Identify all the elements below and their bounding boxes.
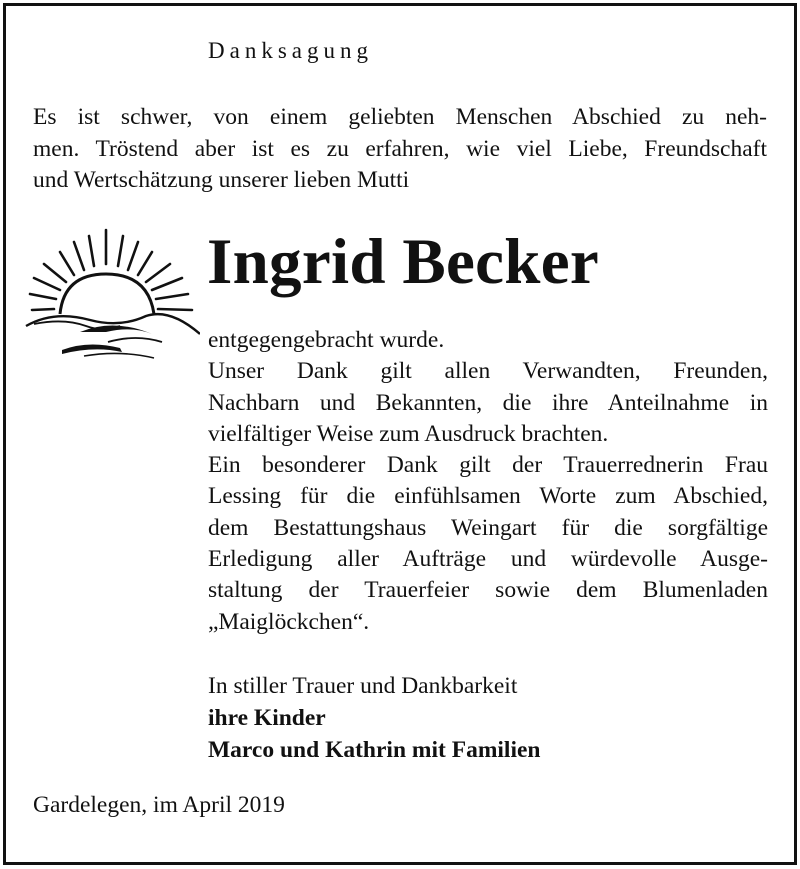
signature-line: ihre Kinder xyxy=(208,705,326,731)
intro-line: Es ist schwer, von einem geliebten Menschen Abschied zu neh- xyxy=(33,104,767,130)
body-line: „Maiglöckchen“. xyxy=(208,608,370,635)
body-paragraph xyxy=(208,325,768,638)
body-line: Lessing für die einfühlsamen Worte zum Abschied, xyxy=(208,483,768,510)
body-line: entgegengebracht wurde. xyxy=(208,327,445,353)
body-line: Unser Dank gilt allen Verwandten, Freunden, xyxy=(208,358,768,385)
deceased-name: Ingrid Becker xyxy=(207,226,600,298)
sunset-icon xyxy=(24,222,200,370)
intro-line: und Wertschätzung unserer lieben Mutti xyxy=(33,167,410,193)
body-line: Erledigung aller Aufträge und würdevolle Ausge- xyxy=(208,546,768,573)
body-line: staltung der Trauerfeier sowie dem Blumenladen xyxy=(208,577,768,604)
closing-line: In stiller Trauer und Dankbarkeit xyxy=(208,673,518,699)
body-line: Nachbarn und Bekannten, die ihre Anteilnahme in xyxy=(208,389,768,416)
place-date: Gardelegen, im April 2019 xyxy=(33,792,285,818)
body-line: vielfältiger Weise zum Ausdruck brachten. xyxy=(208,420,609,447)
signature-block xyxy=(208,670,540,766)
body-line: dem Bestattungshaus Weingart für die sorgfältige xyxy=(208,514,768,541)
body-line: Ein besonderer Dank gilt der Trauerrednerin Frau xyxy=(208,452,768,479)
intro-paragraph xyxy=(33,102,767,197)
notice-heading: Danksagung xyxy=(208,38,373,63)
signature-line: Marco und Kathrin mit Familien xyxy=(208,737,541,763)
intro-line: men. Tröstend aber ist es zu erfahren, wie viel Liebe, Freundschaft xyxy=(33,135,767,162)
